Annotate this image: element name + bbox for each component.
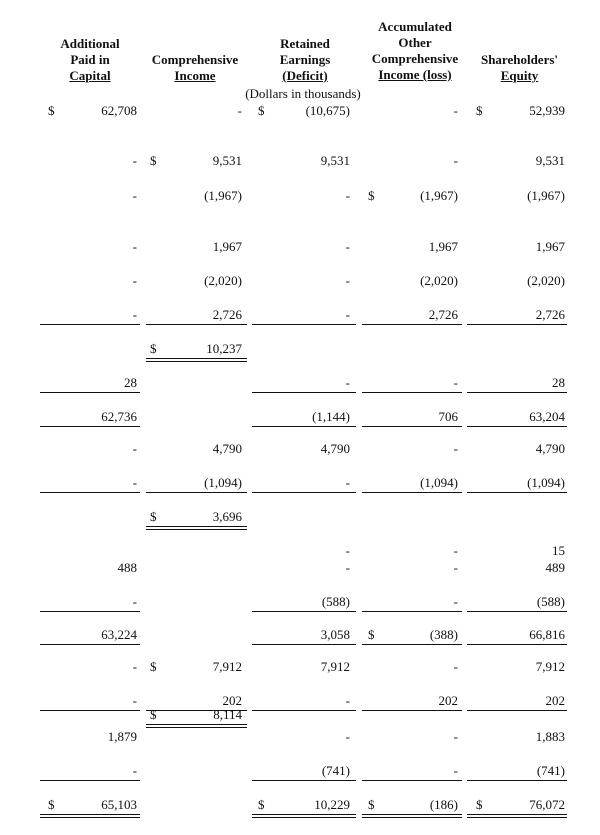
cell-aoci: (1,094) [420, 475, 458, 490]
header-se-line-2: Equity [500, 68, 539, 83]
header-retained-earnings [255, 36, 355, 84]
header-apic-line-2: Paid in [70, 52, 110, 67]
single-rule [40, 644, 140, 645]
dollar-sign-aoci: $ [368, 188, 375, 203]
cell-apic: - [132, 239, 137, 254]
single-rule [467, 392, 567, 393]
cell-re: - [345, 693, 350, 708]
cell-re: - [345, 375, 350, 390]
dollar-sign-re: $ [258, 797, 265, 812]
cell-aoci: 202 [438, 693, 458, 708]
cell-ci: (1,094) [204, 475, 242, 490]
cell-ci: 9,531 [212, 153, 242, 168]
cell-re: 3,058 [320, 627, 350, 642]
single-rule [362, 392, 462, 393]
cell-re: - [345, 560, 350, 575]
dollar-sign-re: $ [258, 103, 265, 118]
double-rule [40, 814, 140, 818]
cell-se: 2,726 [535, 307, 565, 322]
cell-apic: 62,708 [101, 103, 137, 118]
header-shareholders-equity [467, 52, 572, 84]
dollar-sign-ci: $ [150, 659, 157, 674]
header-aoci-line-3: Comprehensive [371, 51, 459, 66]
cell-apic: - [132, 307, 137, 322]
dollar-sign-aoci: $ [368, 797, 375, 812]
cell-aoci: - [453, 594, 458, 609]
cell-re: - [345, 543, 350, 558]
single-rule [40, 392, 140, 393]
cell-ci: - [237, 103, 242, 118]
single-rule [362, 492, 462, 493]
dollar-sign-ci: $ [150, 153, 157, 168]
header-comprehensive-income [140, 52, 250, 84]
cell-apic: - [132, 153, 137, 168]
cell-re: - [345, 475, 350, 490]
cell-aoci: (2,020) [420, 273, 458, 288]
header-apic-line-1: Additional [60, 36, 120, 51]
cell-aoci: - [453, 375, 458, 390]
cell-apic: - [132, 441, 137, 456]
cell-re: (741) [321, 763, 350, 778]
single-rule [467, 426, 567, 427]
cell-re: (1,144) [312, 409, 350, 424]
cell-apic: - [132, 594, 137, 609]
header-se-line-1: Shareholders' [480, 52, 559, 67]
cell-se: 202 [545, 693, 565, 708]
cell-apic: 1,879 [107, 729, 137, 744]
single-rule [40, 710, 140, 711]
header-ci-line-2: Income [174, 68, 216, 83]
cell-re: (588) [321, 594, 350, 609]
single-rule [467, 324, 567, 325]
cell-apic: 28 [124, 375, 137, 390]
single-rule [362, 710, 462, 711]
cell-apic: 63,224 [101, 627, 137, 642]
cell-aoci: - [453, 441, 458, 456]
single-rule [362, 426, 462, 427]
cell-ci: (1,967) [204, 188, 242, 203]
cell-re: (10,675) [305, 103, 350, 118]
double-rule [252, 814, 356, 818]
cell-ci: 10,237 [206, 341, 242, 356]
header-additional-paid-in-capital [40, 36, 140, 84]
cell-aoci: (388) [429, 627, 458, 642]
single-rule [467, 780, 567, 781]
double-rule [146, 358, 247, 362]
cell-se: 66,816 [529, 627, 565, 642]
single-rule [467, 644, 567, 645]
single-rule [252, 324, 356, 325]
cell-se: 1,967 [535, 239, 565, 254]
single-rule [467, 710, 567, 711]
double-rule [362, 814, 462, 818]
single-rule [40, 324, 140, 325]
cell-se: 28 [552, 375, 565, 390]
cell-aoci: (186) [429, 797, 458, 812]
cell-se: (1,967) [527, 188, 565, 203]
cell-apic: - [132, 763, 137, 778]
cell-apic: - [132, 693, 137, 708]
cell-se: (1,094) [527, 475, 565, 490]
single-rule [40, 492, 140, 493]
cell-aoci: - [453, 560, 458, 575]
single-rule [362, 780, 462, 781]
cell-re: - [345, 273, 350, 288]
double-rule [467, 814, 567, 818]
dollar-sign-se: $ [476, 797, 483, 812]
dollar-sign-aoci: $ [368, 627, 375, 642]
cell-se: 15 [552, 543, 565, 558]
single-rule [252, 644, 356, 645]
single-rule [252, 492, 356, 493]
single-rule [146, 324, 247, 325]
cell-ci: 3,696 [212, 509, 242, 524]
single-rule [146, 710, 247, 711]
cell-apic: - [132, 273, 137, 288]
unit-note: (Dollars in thousands) [245, 86, 361, 101]
cell-apic: - [132, 475, 137, 490]
header-re-line-3: (Deficit) [282, 68, 328, 83]
header-ci-line-1: Comprehensive [151, 52, 239, 67]
cell-apic: 62,736 [101, 409, 137, 424]
cell-re: - [345, 188, 350, 203]
cell-apic: 65,103 [101, 797, 137, 812]
cell-aoci: - [453, 763, 458, 778]
cell-aoci: - [453, 659, 458, 674]
header-aoci-line-1: Accumulated [378, 19, 452, 34]
cell-aoci: (1,967) [420, 188, 458, 203]
cell-aoci: 2,726 [428, 307, 458, 322]
dollar-sign-se: $ [476, 103, 483, 118]
cell-aoci: - [453, 153, 458, 168]
cell-apic: 488 [117, 560, 137, 575]
single-rule [362, 644, 462, 645]
cell-ci: 8,114 [213, 707, 242, 722]
single-rule [362, 324, 462, 325]
single-rule [40, 426, 140, 427]
cell-ci: 1,967 [212, 239, 242, 254]
cell-re: 4,790 [320, 441, 350, 456]
dollar-sign-ci: $ [150, 509, 157, 524]
double-rule [146, 526, 247, 530]
cell-se: 63,204 [529, 409, 565, 424]
cell-ci: 7,912 [212, 659, 242, 674]
cell-se: (741) [536, 763, 565, 778]
single-rule [40, 611, 140, 612]
cell-se: 489 [545, 560, 565, 575]
header-aoci-line-4: Income (loss) [378, 67, 452, 82]
single-rule [40, 780, 140, 781]
cell-aoci: - [453, 543, 458, 558]
cell-se: 1,883 [535, 729, 565, 744]
cell-se: (2,020) [527, 273, 565, 288]
cell-se: 7,912 [535, 659, 565, 674]
single-rule [252, 392, 356, 393]
dollar-sign-apic: $ [48, 797, 55, 812]
cell-apic: - [132, 188, 137, 203]
cell-apic: - [132, 659, 137, 674]
cell-re: - [345, 307, 350, 322]
single-rule [252, 611, 356, 612]
cell-ci: 2,726 [212, 307, 242, 322]
cell-ci: 202 [222, 693, 242, 708]
dollar-sign-ci: $ [150, 341, 157, 356]
double-rule [146, 724, 247, 728]
cell-se: 52,939 [529, 103, 565, 118]
single-rule [146, 492, 247, 493]
cell-re: 10,229 [314, 797, 350, 812]
single-rule [252, 426, 356, 427]
header-re-line-2: Earnings [279, 52, 331, 67]
cell-se: 4,790 [535, 441, 565, 456]
cell-re: - [345, 729, 350, 744]
single-rule [467, 611, 567, 612]
cell-ci: 4,790 [212, 441, 242, 456]
cell-se: 9,531 [535, 153, 565, 168]
cell-re: - [345, 239, 350, 254]
cell-re: 7,912 [320, 659, 350, 674]
single-rule [252, 780, 356, 781]
dollar-sign-ci: $ [150, 707, 157, 722]
header-accumulated-other-comprehensive-income [360, 19, 470, 83]
single-rule [467, 492, 567, 493]
cell-ci: (2,020) [204, 273, 242, 288]
cell-aoci: 706 [438, 409, 458, 424]
cell-se: 76,072 [529, 797, 565, 812]
cell-aoci: - [453, 729, 458, 744]
header-aoci-line-2: Other [398, 35, 432, 50]
dollar-sign-apic: $ [48, 103, 55, 118]
cell-se: (588) [536, 594, 565, 609]
cell-re: 9,531 [320, 153, 350, 168]
header-apic-line-3: Capital [69, 68, 111, 83]
cell-aoci: 1,967 [428, 239, 458, 254]
single-rule [252, 710, 356, 711]
header-re-line-1: Retained [280, 36, 330, 51]
cell-aoci: - [453, 103, 458, 118]
single-rule [362, 611, 462, 612]
